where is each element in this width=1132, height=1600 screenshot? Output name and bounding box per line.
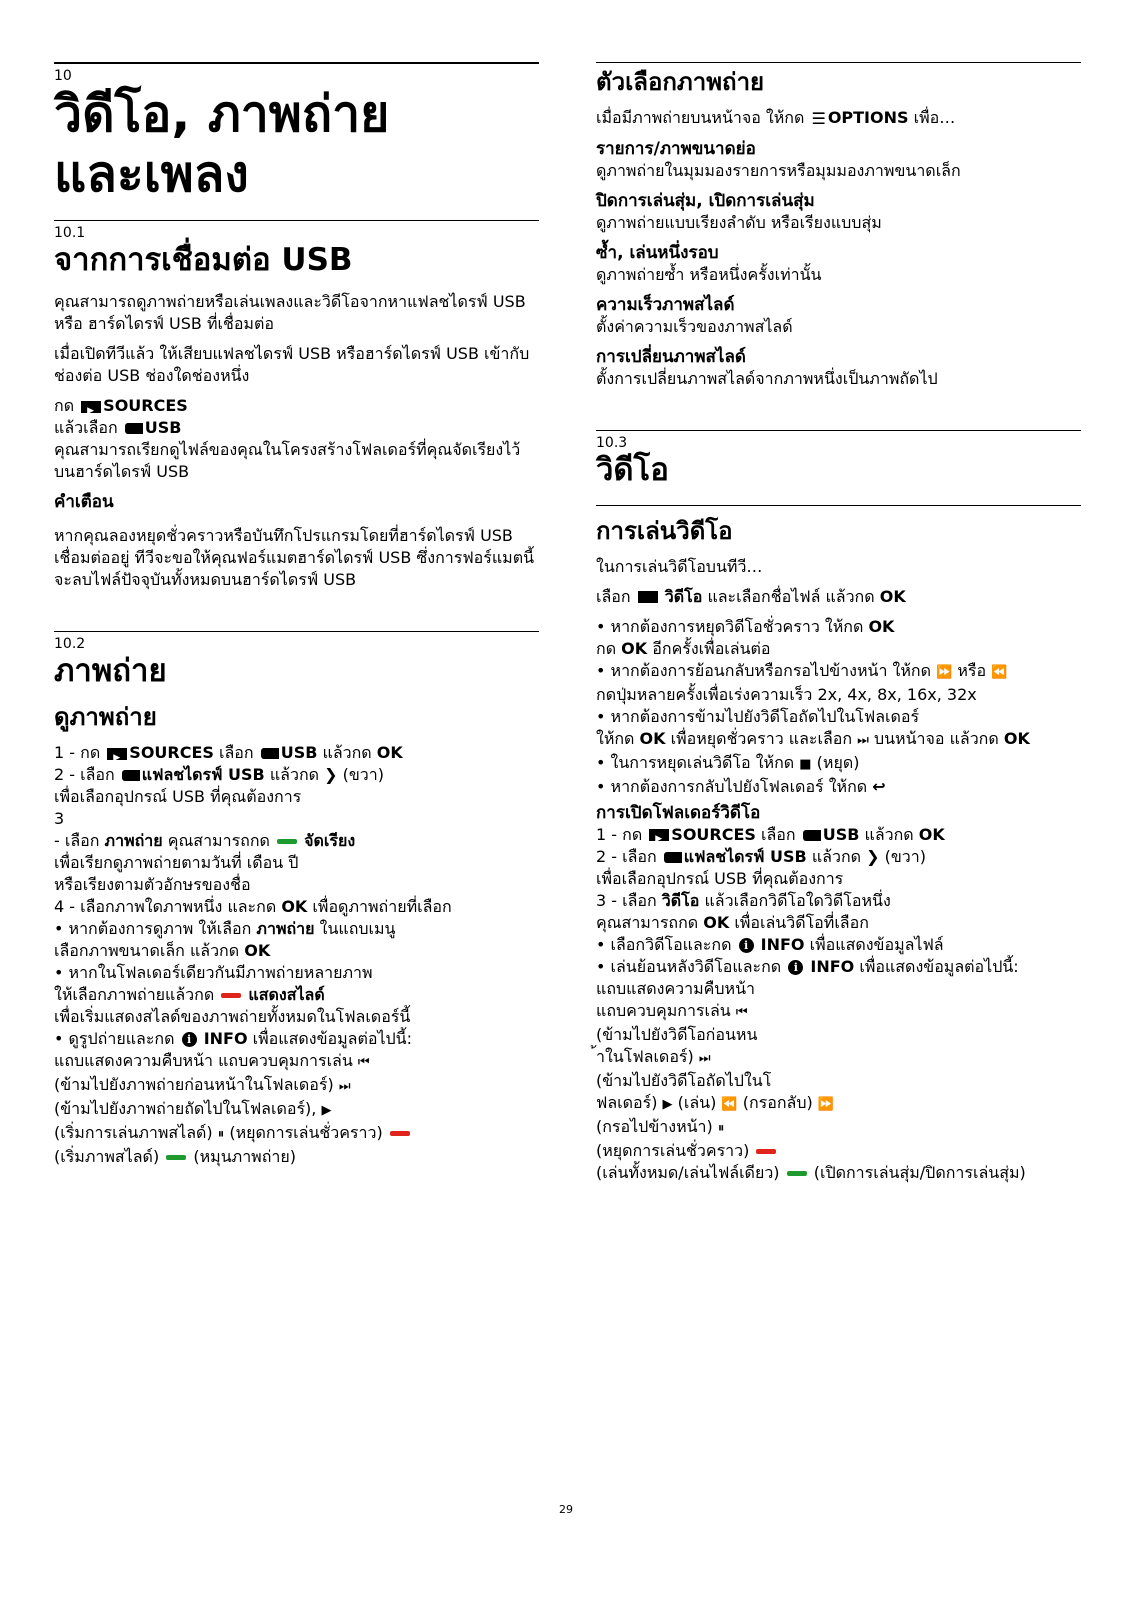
video-step-3: 3 - เลือก วิดีโอ แล้วเลือกวิดีโอใดวิดีโอหนึ่ง: [596, 890, 891, 910]
red-key-icon: [390, 1131, 410, 1136]
usb-icon: [261, 748, 279, 759]
section-10-2-number: 10.2: [54, 636, 86, 652]
view-photos-heading: ดูภาพถ่าย: [54, 703, 157, 731]
video-info-pause: (หยุดการเล่นชั่วคราว): [596, 1140, 1081, 1162]
skip-next-icon: ⏭: [857, 732, 869, 748]
option-shuffle-text: ดูภาพถ่ายแบบเรียงลำดับ หรือเรียงแบบสุ่ม: [596, 212, 882, 232]
usb-icon: [664, 852, 682, 863]
section-10-3-title: วิดีโอ: [596, 451, 669, 488]
photo-info-progress: แถบแสดงความคืบหน้า แถบควบคุมการเล่น ⏮: [54, 1051, 370, 1070]
chevron-right-icon: ❯: [324, 765, 338, 784]
video-select-line: เลือก วิดีโอ และเลือกชื่อไฟล์ แล้วกด OK: [596, 586, 906, 606]
photo-bullet-slideshow-2: ให้เลือกภาพถ่ายแล้วกด แสดงสไลด์: [54, 985, 325, 1004]
right-column: [596, 62, 1081, 1184]
video-folder-heading: การเปิดโฟลเดอร์วิดีโอ: [596, 802, 761, 823]
video-step-3-detail: คุณสามารถกด OK เพื่อเล่นวิดีโอที่เลือก: [596, 912, 869, 932]
photo-info-next: (ข้ามไปยังภาพถ่ายถัดไปในโฟลเดอร์), ▶: [54, 1099, 332, 1118]
photo-info-previous: (ข้ามไปยังภาพถ่ายก่อนหน้าในโฟลเดอร์) ⏭: [54, 1075, 351, 1094]
video-step-1: 1 - กด ▶ SOURCES เลือก USB แล้วกด OK: [596, 824, 1081, 846]
section-10-2-title: ภาพถ่าย: [54, 653, 167, 689]
photo-step-3: - เลือก ภาพถ่าย คุณสามารถกด จัดเรียง: [54, 831, 356, 850]
skip-next-icon: ⏭: [338, 1079, 351, 1094]
info-icon: i: [788, 960, 803, 975]
play-icon: ▶: [321, 1103, 332, 1118]
chapter-title-line1: วิดีโอ, ภาพถ่าย: [54, 85, 390, 143]
fast-forward-icon: ⏩: [817, 1096, 835, 1112]
photo-step-3-number: 3: [54, 809, 65, 828]
video-icon: [638, 591, 658, 603]
option-speed-title: ความเร็วภาพสไลด์: [596, 294, 735, 315]
warning-title: คำเตือน: [54, 492, 114, 512]
skip-previous-icon: ⏮: [357, 1055, 370, 1070]
chapter-number: 10: [54, 68, 72, 84]
option-transition-title: การเปลี่ยนภาพสไลด์: [596, 346, 746, 367]
red-key-icon: [221, 993, 241, 998]
video-bullet-seek-speed: กดปุ่มหลายครั้งเพื่อเร่งความเร็ว 2x, 4x, 8x, 16x, 32x: [596, 684, 977, 704]
red-key-icon: [756, 1149, 776, 1154]
video-bullet-file-info: • เลือกวิดีโอและกด i INFO เพื่อแสดงข้อมูลไฟล์: [596, 934, 944, 954]
option-shuffle-title: ปิดการเล่นสุ่ม, เปิดการเล่นสุ่ม: [596, 190, 815, 211]
warning-text: หากคุณลองหยุดชั่วคราวหรือบันทึกโปรแกรมโดยที่ฮาร์ดไดรฟ์ USB เชื่อมต่ออยู่ ทีวีจะขอให้คุณฟอร์แมตฮาร์ดไดรฟ์ USB ซึ่งการฟอร์แมตนี้จะลบไฟล์ปัจจุบันทั้งหมดบนฮาร์ดไดรฟ์ USB: [54, 526, 535, 589]
photo-step-1: 1 - กด ▶ SOURCES เลือก USB แล้วกด OK: [54, 742, 539, 764]
fast-forward-icon: ⏩: [936, 664, 953, 680]
options-icon: ☰: [811, 108, 826, 128]
photo-bullet-slideshow: • หากในโฟลเดอร์เดียวกันมีภาพถ่ายหลายภาพ: [54, 963, 373, 982]
play-videos-rule: [596, 505, 1081, 506]
photo-step-2-detail: เพื่อเลือกอุปกรณ์ USB ที่คุณต้องการ: [54, 787, 302, 806]
option-list-thumbnail-text: ดูภาพถ่ายในมุมมองรายการหรือมุมมองภาพขนาดเล็ก: [596, 160, 961, 180]
usb-intro-text: คุณสามารถดูภาพถ่ายหรือเล่นเพลงและวิดีโอจากหาแฟลชไดรฟ์ USB หรือ ฮาร์ดไดรฟ์ USB ที่เชื่อมต่อ: [54, 292, 526, 333]
stop-icon: ■: [799, 756, 812, 772]
video-info-previous: (ข้ามไปยังวิดีโอก่อนหน: [596, 1024, 758, 1044]
photo-step-2: 2 - เลือก แฟลชไดรฟ์ USB แล้วกด ❯ (ขวา): [54, 765, 385, 784]
rewind-icon: ⏪: [991, 664, 1008, 680]
option-speed-text: ตั้งค่าความเร็วของภาพสไลด์: [596, 316, 793, 336]
option-repeat-title: ซ้ำ, เล่นหนึ่งรอบ: [596, 242, 719, 263]
usb-icon: [125, 423, 143, 434]
video-info-forward: (กรอไปข้างหน้า) ⏸: [596, 1116, 725, 1136]
video-info-previous-2: ้าในโฟลเดอร์) ⏭: [596, 1046, 711, 1066]
chevron-right-icon: ❯: [866, 846, 880, 866]
usb-icon: [122, 770, 140, 781]
option-list-thumbnail-title: รายการ/ภาพขนาดย่อ: [596, 138, 756, 159]
video-bullet-back: • หากต้องการกลับไปยังโฟลเดอร์ ให้กด ↩: [596, 776, 886, 796]
left-column: [54, 62, 539, 1168]
video-bullet-playback-info: • เล่นย้อนหลังวิดีโอและกด i INFO เพื่อแสดงข้อมูลต่อไปนี้:: [596, 956, 1019, 976]
photo-options-heading: ตัวเลือกภาพถ่าย: [596, 68, 765, 96]
video-bullet-next-2: ให้กด OK เพื่อหยุดชั่วคราว และเลือก ⏭ บนหน้าจอ แล้วกด OK: [596, 728, 1030, 748]
skip-previous-icon: ⏮: [735, 1004, 748, 1020]
photo-options-rule: [596, 62, 1081, 63]
photo-options-intro: เมื่อมีภาพถ่ายบนหน้าจอ ให้กด ☰ OPTIONS เพื่อ…: [596, 108, 956, 128]
browse-files-text: คุณสามารถเรียกดูไฟล์ของคุณในโครงสร้างโฟลเดอร์ที่คุณจัดเรียงไว้บนฮาร์ดไดรฟ์ USB: [54, 440, 521, 481]
photo-step-3-detail-2: หรือเรียงตามตัวอักษรของชื่อ: [54, 875, 251, 894]
video-bullet-resume: กด OK อีกครั้งเพื่อเล่นต่อ: [596, 638, 771, 658]
photo-options-list: [596, 138, 1081, 390]
option-transition-text: ตั้งการเปลี่ยนภาพสไลด์จากภาพหนึ่งเป็นภาพถัดไป: [596, 368, 938, 388]
video-info-shuffle: (เล่นทั้งหมด/เล่นไฟล์เดียว) (เปิดการเล่นสุ่ม/ปิดการเล่นสุ่ม): [596, 1162, 1026, 1182]
photo-info-play: (เริ่มการเล่นภาพสไลด์) ⏸ (หยุดการเล่นชั่วคราว): [54, 1122, 539, 1146]
green-key-icon: [787, 1171, 807, 1176]
info-icon: i: [739, 938, 754, 953]
sources-icon: [649, 829, 669, 841]
section-10-3-rule: [596, 430, 1081, 431]
photo-step-3-detail: เพื่อเรียกดูภาพถ่ายตามวันที่ เดือน ปี: [54, 853, 299, 872]
pause-icon: ⏸: [717, 1120, 725, 1136]
video-step-2-detail: เพื่อเลือกอุปกรณ์ USB ที่คุณต้องการ: [596, 868, 844, 888]
sources-icon: [107, 748, 127, 760]
photo-bullet-slideshow-3: เพื่อเริ่มแสดงสไลด์ของภาพถ่ายทั้งหมดในโฟลเดอร์นี้: [54, 1007, 411, 1026]
usb-icon: [803, 830, 821, 841]
sources-icon: [81, 401, 101, 413]
play-icon: ▶: [662, 1096, 673, 1112]
photo-info-rotate: (เริ่มภาพสไลด์) (หมุนภาพถ่าย): [54, 1147, 297, 1166]
press-sources-line: กด ▶ SOURCES: [54, 395, 539, 417]
section-10-1-rule: [54, 220, 539, 221]
photo-bullet-thumbnail: • หากต้องการดูภาพ ให้เลือก ภาพถ่าย ในแถบเมนู: [54, 919, 396, 938]
green-key-icon: [277, 839, 297, 844]
chapter-title: [54, 84, 539, 204]
section-10-2-rule: [54, 631, 539, 632]
video-bullet-pause: • หากต้องการหยุดวิดีโอชั่วคราว ให้กด OK: [596, 616, 895, 636]
pause-icon: ⏸: [217, 1127, 225, 1142]
photo-step-4: 4 - เลือกภาพใดภาพหนึ่ง และกด OK เพื่อดูภาพถ่ายที่เลือก: [54, 897, 452, 916]
photo-bullet-info: • ดูรูปถ่ายและกด i INFO เพื่อแสดงข้อมูลต่อไปนี้:: [54, 1029, 412, 1048]
section-10-3-number: 10.3: [596, 434, 628, 451]
select-usb-line: แล้วเลือก USB: [54, 418, 182, 437]
video-step-2: 2 - เลือก แฟลชไดรฟ์ USB แล้วกด ❯ (ขวา): [596, 846, 927, 866]
info-icon: i: [182, 1032, 197, 1047]
photo-bullet-thumbnail-2: เลือกภาพขนาดเล็ก แล้วกด OK: [54, 941, 271, 960]
section-10-1-title: จากการเชื่อมต่อ USB: [54, 242, 353, 278]
video-bullet-seek: • หากต้องการย้อนกลับหรือกรอไปข้างหน้า ให้กด ⏩ หรือ ⏪: [596, 660, 1008, 680]
video-info-controls: แถบควบคุมการเล่น ⏮: [596, 1000, 748, 1020]
video-info-next: (ข้ามไปยังวิดีโอถัดไปในโ: [596, 1070, 772, 1090]
video-info-progress: แถบแสดงความคืบหน้า: [596, 978, 755, 998]
chapter-rule: [54, 62, 539, 64]
rewind-icon: ⏪: [721, 1096, 738, 1112]
video-info-next-2: ฟลเดอร์) ▶ (เล่น) ⏪ (กรอกลับ) ⏩: [596, 1092, 835, 1112]
page-number: 29: [559, 1503, 573, 1516]
usb-insert-text: เมื่อเปิดทีวีแล้ว ให้เสียบแฟลชไดรฟ์ USB หรือฮาร์ดไดรฟ์ USB เข้ากับช่องต่อ USB ช่องใดช่องหนึ่ง: [54, 344, 530, 385]
chapter-title-line2: และเพลง: [54, 145, 249, 203]
back-icon: ↩: [872, 776, 886, 796]
video-bullet-stop: • ในการหยุดเล่นวิดีโอ ให้กด ■ (หยุด): [596, 752, 860, 772]
video-intro: ในการเล่นวิดีโอบนทีวี…: [596, 556, 763, 576]
section-10-1-number: 10.1: [54, 225, 86, 241]
green-key-icon: [166, 1155, 186, 1160]
option-repeat-text: ดูภาพถ่ายซ้ำ หรือหนึ่งครั้งเท่านั้น: [596, 264, 822, 284]
skip-next-icon: ⏭: [698, 1050, 711, 1066]
video-bullet-next: • หากต้องการข้ามไปยังวิดีโอถัดไปในโฟลเดอร์: [596, 706, 920, 726]
play-videos-heading: การเล่นวิดีโอ: [596, 516, 733, 545]
